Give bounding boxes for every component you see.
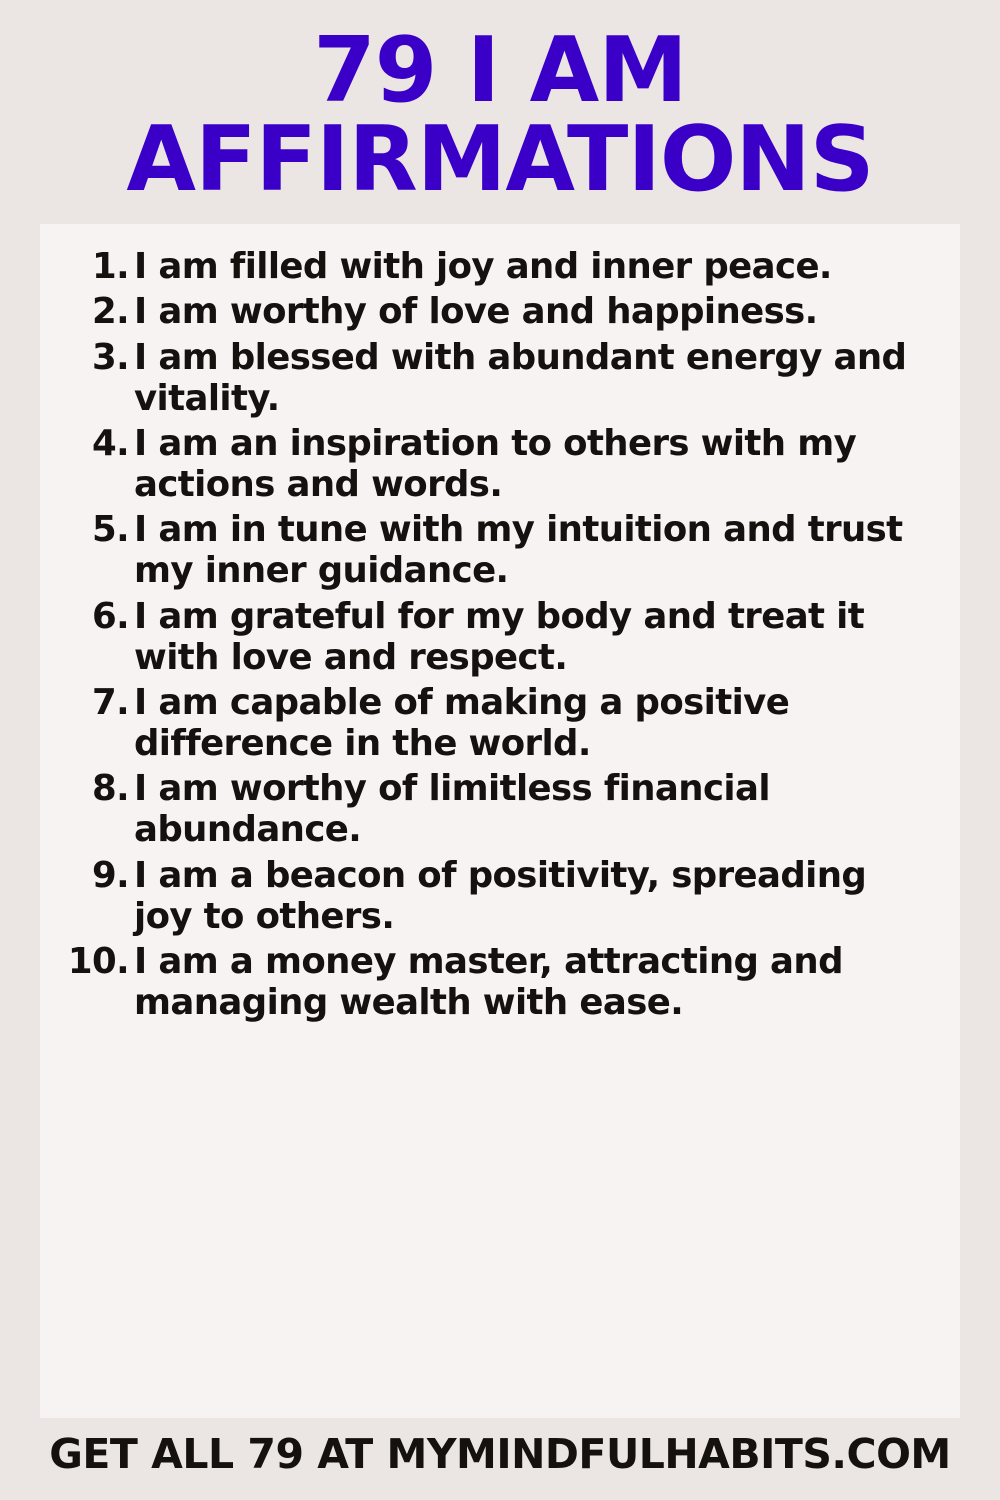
list-item-text: I am grateful for my body and treat it with love and respect. <box>134 595 865 678</box>
list-item-text: I am an inspiration to others with my actions and words. <box>134 422 857 506</box>
list-item <box>60 596 934 678</box>
list-item-text: I am a money master, attracting and managing wealth with ease. <box>134 940 843 1024</box>
list-item <box>60 337 934 419</box>
list-item-number: 5 . <box>60 509 134 550</box>
list-item-number: 2 . <box>60 291 134 332</box>
list-item-text: I am filled with joy and inner peace. <box>134 246 832 288</box>
list-item-number: 9 . <box>60 855 134 896</box>
list-item-text: I am blessed with abundant energy and vitality. <box>134 336 907 419</box>
list-item <box>60 423 934 505</box>
list-item <box>60 768 934 850</box>
list-item <box>60 291 934 332</box>
footer <box>0 1418 1000 1500</box>
list-item <box>60 941 934 1023</box>
list-item <box>60 682 934 764</box>
list-item-number: 1 . <box>60 246 134 287</box>
list-item <box>60 855 934 937</box>
list-item-text: I am worthy of love and happiness. <box>134 291 818 333</box>
list-item-number: 7 . <box>60 682 134 723</box>
list-item-number: 6 . <box>60 596 134 637</box>
page-title: 79 I AM AFFIRMATIONS <box>126 18 874 213</box>
list-item-text: I am capable of making a positive difference in the world. <box>134 681 790 765</box>
affirmations-card <box>40 224 960 1418</box>
list-item <box>60 509 934 591</box>
list-item-text: I am a beacon of positivity, spreading joy to others. <box>134 854 867 937</box>
list-item-text: I am in tune with my intuition and trust my inner guidance. <box>134 509 903 592</box>
affirmations-list <box>60 246 934 1023</box>
list-item-number: 4 . <box>60 423 134 464</box>
title-block <box>0 0 1000 213</box>
list-item-number: 3 . <box>60 337 134 378</box>
list-item-text: I am worthy of limitless financial abundance. <box>134 768 770 851</box>
list-item <box>60 246 934 287</box>
list-item-number: 8 . <box>60 768 134 809</box>
list-item-number: 10 . <box>60 941 134 982</box>
footer-call-to-action: GET ALL 79 AT MYMINDFULHABITS.COM <box>49 1430 951 1478</box>
